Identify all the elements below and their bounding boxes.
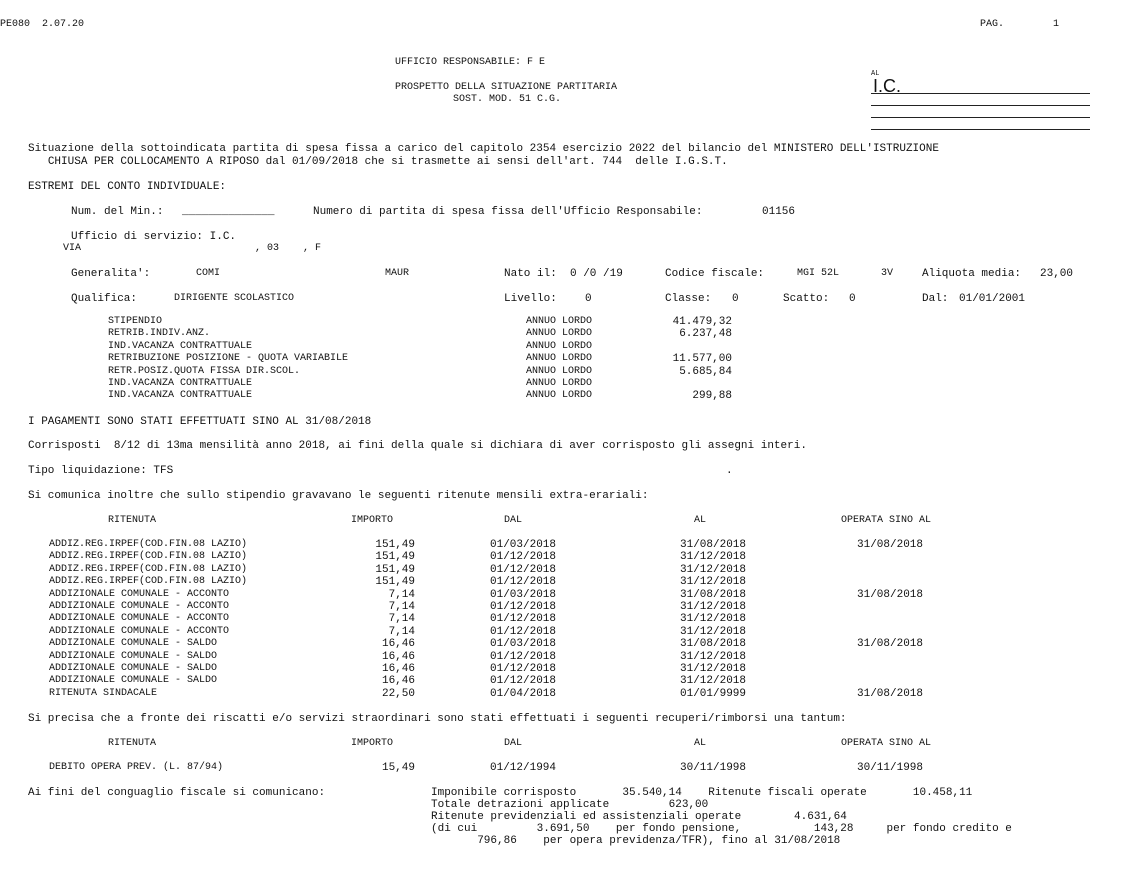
ritenuta-importo: 16,46 [381,663,415,675]
ritenuta-importo: 151,49 [375,551,415,564]
ritenuta-al: 31/08/2018 [680,539,747,551]
ritenuta-name: RITENUTA SINDACALE [49,687,158,699]
header-ritenuta: RITENUTA [108,515,157,526]
conguaglio-label: Ai fini del conguaglio fiscale si comunicano: [28,787,326,799]
aliquota-value: 23,00 [1040,268,1074,280]
address-via: VIA , 03 , F [63,243,322,254]
ritenuta-importo: 151,49 [375,576,415,589]
stipendio-importo: 6.237,48 [679,328,732,341]
conguaglio-line-5: 796,86 per opera previdenza/TFR), fino al 31/08/2018 [431,835,841,847]
stipendio-voce: IND.VACANZA CONTRATTUALE [108,378,253,389]
ritenuta-importo: 16,46 [381,650,415,663]
nome-value: MAUR [385,268,410,279]
recuperi-header-importo: IMPORTO [351,738,394,749]
ritenuta-dal: 01/04/2018 [490,687,557,700]
ritenuta-dal: 01/12/2018 [490,663,557,675]
document-code: PE080 2.07.20 [0,19,85,30]
recipient-line-4 [871,129,1090,130]
recuperi-header-ritenuta: RITENUTA [108,738,157,749]
stipendio-tipo: ANNUO LORDO [526,353,593,365]
recuperi-header-dal: DAL [504,738,523,749]
ritenuta-al: 31/12/2018 [680,613,747,626]
ritenuta-operata: 31/08/2018 [857,588,924,601]
recuperi-header-al: AL [694,738,707,749]
ritenuta-dal: 01/12/2018 [490,675,557,688]
qualifica-value: DIRIGENTE SCOLASTICO [174,293,295,304]
ritenuta-name: ADDIZIONALE COMUNALE - SALDO [49,663,218,674]
livello-label: Livello: [504,293,557,305]
ritenuta-dal: 01/03/2018 [490,588,557,601]
scatto-value: 0 [849,293,856,305]
qualifica-label: Qualifica: [71,293,138,305]
stipendio-tipo: ANNUO LORDO [526,340,593,352]
stipendio-importo: 5.685,84 [679,365,732,378]
recupero-importo: 15,49 [381,762,415,774]
ritenuta-importo: 151,49 [375,539,415,551]
generalita-label: Generalita': [71,268,151,280]
stipendio-voce: IND.VACANZA CONTRATTUALE [108,340,253,352]
stipendio-voce: RETRIBUZIONE POSIZIONE - QUOTA VARIABILE [108,353,349,365]
ritenuta-importo: 16,46 [381,638,415,651]
ritenuta-name: ADDIZIONALE COMUNALE - ACCONTO [49,588,230,600]
aliquota-label: Aliquota media: [922,268,1022,280]
account-section-title: ESTREMI DEL CONTO INDIVIDUALE: [28,181,227,193]
ritenuta-dal: 01/12/2018 [490,625,557,638]
recipient-line-2 [871,105,1090,106]
stipendio-voce: IND.VACANZA CONTRATTUALE [108,390,253,402]
header-importo: IMPORTO [351,515,394,526]
stipendio-voce: STIPENDIO [108,316,163,327]
nato-value: 0 /0 /19 [570,268,623,280]
ritenuta-dal: 01/03/2018 [490,638,557,651]
ritenuta-al: 31/12/2018 [680,551,747,564]
document-subtitle: SOST. MOD. 51 C.G. [453,94,562,105]
stipendio-tipo: ANNUO LORDO [526,316,593,327]
pagamenti-text: I PAGAMENTI SONO STATI EFFETTUATI SINO AL 31/08/2018 [28,416,372,428]
ritenuta-name: ADDIZIONALE COMUNALE - ACCONTO [49,601,230,612]
ritenuta-operata: 31/08/2018 [857,687,924,700]
ritenuta-name: ADDIZIONALE COMUNALE - SALDO [49,638,218,650]
ritenuta-al: 31/12/2018 [680,576,747,589]
stipendio-tipo: ANNUO LORDO [526,328,593,340]
classe-value: 0 [732,293,739,305]
tipo-liquidazione: Tipo liquidazione: TFS [28,465,174,477]
nato-label: Nato il: [504,268,557,280]
ritenuta-al: 31/12/2018 [680,675,747,688]
partita-label: Numero di partita di spesa fissa dell'Ufficio Responsabile: [313,206,703,218]
ritenuta-name: ADDIZIONALE COMUNALE - ACCONTO [49,625,230,637]
ritenuta-importo: 151,49 [375,563,415,576]
ritenuta-name: ADDIZ.REG.IRPEF(COD.FIN.08 LAZIO) [49,551,248,563]
recipient-line-1 [871,93,1090,94]
stipendio-tipo: ANNUO LORDO [526,378,593,389]
conguaglio-line-4: (di cui 3.691,50 per fondo pensione, 143,28 per fondo credito e [431,823,1012,835]
stipendio-voce: RETR.POSIZ.QUOTA FISSA DIR.SCOL. [108,365,301,377]
dal-value: 01/01/2001 [959,293,1026,305]
ritenuta-name: ADDIZ.REG.IRPEF(COD.FIN.08 LAZIO) [49,576,248,588]
intro-line-2-text: CHIUSA PER COLLOCAMENTO A RIPOSO dal 01/09/2018 che si trasmette ai sensi dell'art. 744 delle I.G.S.T. [47,156,728,168]
ritenuta-name: ADDIZIONALE COMUNALE - SALDO [49,675,218,687]
ritenuta-importo: 16,46 [381,675,415,688]
stipendio-importo: 41.479,32 [672,316,732,328]
ritenuta-al: 31/12/2018 [680,625,747,638]
conguaglio-line-1: Imponibile corrisposto 35.540,14 Ritenute fiscali operate 10.458,11 [431,787,973,799]
ufficio-responsabile: UFFICIO RESPONSABILE: F E [395,57,546,68]
stipendio-voce: RETRIB.INDIV.ANZ. [108,328,211,340]
header-al: AL [694,515,707,526]
ritenuta-dal: 01/12/2018 [490,576,557,589]
ritenuta-dal: 01/12/2018 [490,551,557,564]
ritenuta-operata: 31/08/2018 [857,638,924,651]
ritenuta-dal: 01/12/2018 [490,650,557,663]
page-label: PAG. [980,19,1005,30]
num-min-blank: ______________ [182,206,275,218]
recipient-line-3 [871,117,1090,118]
ritenuta-importo: 7,14 [388,625,415,638]
ufficio-servizio: Ufficio di servizio: I.C. [71,231,237,243]
stray-dot: . [726,465,733,477]
stipendio-importo: 11.577,00 [672,353,732,366]
corrisposti-text: Corrisposti 8/12 di 13ma mensilità anno 2018, ai fini della quale si dichiara di aver corrisposto gli assegni interi. [28,440,807,452]
ritenuta-importo: 22,50 [381,687,415,700]
recuperi-header-operata: OPERATA SINO AL [841,738,932,749]
num-min-label: Num. del Min.: [71,206,164,218]
intro-line-1: Situazione della sottoindicata partita di spesa fissa a carico del capitolo 2354 esercizio 2022 del bilancio del MINISTERO DELL'ISTRUZIONE [28,143,939,155]
intro-line-2 [28,156,728,168]
ritenuta-importo: 7,14 [388,601,415,613]
ritenuta-importo: 7,14 [388,588,415,601]
al-label: AL [871,70,880,78]
ritenuta-dal: 01/12/2018 [490,563,557,576]
stipendio-tipo: ANNUO LORDO [526,390,593,402]
codice-fiscale-value: MGI 52L 3V [797,268,894,279]
page-number: 1 [1053,19,1060,30]
document-title: PROSPETTO DELLA SITUAZIONE PARTITARIA [395,82,618,93]
recipient-handwritten: I.C. [873,76,902,96]
recuperi-intro: Si precisa che a fronte dei riscatti e/o servizi straordinari sono stati effettuati i seguenti recuperi/rimborsi una tantum: [28,713,847,725]
ritenuta-al: 31/12/2018 [680,601,747,613]
ritenute-intro: Si comunica inoltre che sullo stipendio gravavano le seguenti ritenute mensili extra-erariali: [28,490,649,502]
ritenuta-name: ADDIZ.REG.IRPEF(COD.FIN.08 LAZIO) [49,539,248,550]
dal-label: Dal: [922,293,949,305]
ritenuta-name: ADDIZIONALE COMUNALE - SALDO [49,650,218,662]
ritenuta-al: 01/01/9999 [680,687,747,700]
partita-value: 01156 [762,206,796,218]
header-operata: OPERATA SINO AL [841,515,932,526]
recupero-al: 30/11/1998 [680,762,747,774]
ritenuta-dal: 01/12/2018 [490,601,557,613]
recupero-operata: 30/11/1998 [857,762,924,774]
ritenuta-name: ADDIZIONALE COMUNALE - ACCONTO [49,613,230,625]
ritenuta-al: 31/12/2018 [680,650,747,663]
stipendio-tipo: ANNUO LORDO [526,365,593,377]
ritenuta-al: 31/08/2018 [680,588,747,601]
livello-value: 0 [585,293,592,305]
ritenuta-al: 31/12/2018 [680,663,747,675]
classe-label: Classe: [665,293,712,305]
header-dal: DAL [504,515,523,526]
ritenuta-operata: 31/08/2018 [857,539,924,551]
ritenuta-al: 31/12/2018 [680,563,747,576]
ritenuta-name: ADDIZ.REG.IRPEF(COD.FIN.08 LAZIO) [49,563,248,575]
ritenuta-dal: 01/12/2018 [490,613,557,626]
scatto-label: Scatto: [783,293,830,305]
conguaglio-line-3: Ritenute previdenziali ed assistenziali operate 4.631,64 [431,811,847,823]
ritenuta-importo: 7,14 [388,613,415,626]
ritenuta-al: 31/08/2018 [680,638,747,651]
recupero-dal: 01/12/1994 [490,762,557,774]
stipendio-importo: 299,88 [692,390,732,403]
codice-fiscale-label: Codice fiscale: [665,268,765,280]
ritenuta-dal: 01/03/2018 [490,539,557,551]
recupero-name: DEBITO OPERA PREV. (L. 87/94) [49,762,224,773]
conguaglio-line-2: Totale detrazioni applicate 623,00 [431,799,709,811]
cognome-value: COMI [196,268,221,279]
